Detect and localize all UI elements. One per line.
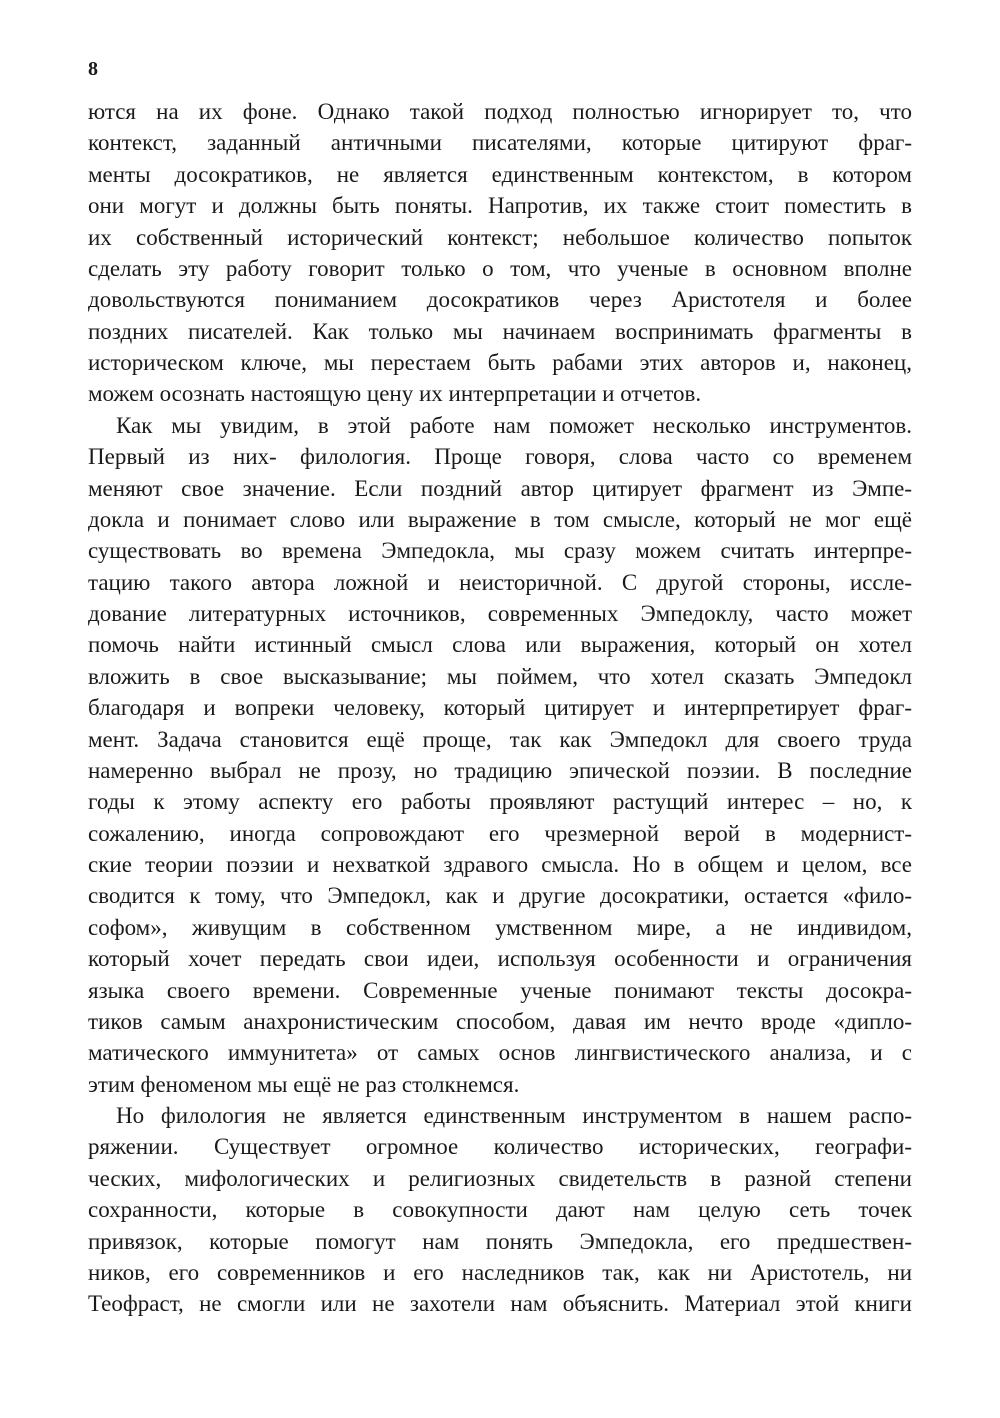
text-line: дование литературных источников, современных Эмпедоклу, часто может <box>88 601 912 626</box>
text-line: историческом ключе, мы перестаем быть рабами этих авторов и, наконец, <box>88 350 912 375</box>
text-line: намеренно выбрал не прозу, но традицию эпической поэзии. В последние <box>88 757 912 783</box>
text-line: можем осознать настоящую цену их интерпретации и отчетов. <box>88 381 702 407</box>
text-line: языка своего времени. Современные ученые понимают тексты досокра- <box>88 977 912 1003</box>
text-line: годы к этому аспекту его работы проявляют растущий интерес – но, к <box>88 789 912 815</box>
text-line: менты досократиков, не является единственным контекстом, в котором <box>88 161 912 187</box>
text-line: контекст, заданный античными писателями, которые цитируют фраг- <box>88 130 912 156</box>
text-line: сожалению, иногда сопровождают его чрезмерной верой в модернист- <box>88 820 912 846</box>
text-line: Первый из них- филология. Проще говоря, слова часто со временем <box>88 444 912 470</box>
text-line: привязок, которые помогут нам понять Эмпедокла, его предшествен- <box>88 1228 912 1254</box>
text-line: софом», живущим в собственном умственном мире, а не индивидом, <box>88 914 912 940</box>
text-line: ются на их фоне. Однако такой подход полностью игнорирует то, что <box>88 99 912 124</box>
text-line: их собственный исторический контекст; небольшое количество попыток <box>88 224 912 250</box>
text-line: Как мы увидим, в этой работе нам поможет несколько инструментов. <box>116 412 912 438</box>
text-line: ников, его современников и его наследников так, как ни Аристотель, ни <box>88 1259 912 1285</box>
text-line: сводится к тому, что Эмпедокл, как и другие досократики, остается «фило- <box>88 883 912 909</box>
page-number: 8 <box>88 58 98 80</box>
text-line: Но филология не является единственным инструментом в нашем распо- <box>116 1103 912 1128</box>
text-line: тиков самым анахронистическим способом, давая им нечто вроде «дипло- <box>88 1008 912 1034</box>
text-line: существовать во времена Эмпедокла, мы сразу можем считать интерпре- <box>88 538 912 564</box>
text-line: докла и понимает слово или выражение в том смысле, который не мог ещё <box>88 506 912 532</box>
text-line: этим феноменом мы ещё не раз столкнемся. <box>88 1071 520 1097</box>
text-line: который хочет передать свои идеи, используя особенности и ограничения <box>88 946 912 972</box>
body-text <box>88 96 912 1320</box>
text-line: сделать эту работу говорит только о том, что ученые в основном вполне <box>88 255 912 281</box>
text-line: ческих, мифологических и религиозных свидетельств в разной степени <box>88 1165 912 1191</box>
text-line: благодаря и вопреки человеку, который цитирует и интерпретирует фраг- <box>88 695 912 721</box>
text-line: они могут и должны быть поняты. Напротив, их также стоит поместить в <box>88 193 912 219</box>
text-line: сохранности, которые в совокупности дают нам целую сеть точек <box>88 1197 912 1223</box>
text-line: мент. Задача становится ещё проще, так как Эмпедокл для своего труда <box>88 726 912 752</box>
text-line: матического иммунитета» от самых основ лингвистического анализа, и с <box>88 1040 912 1066</box>
text-line: вложить в свое высказывание; мы поймем, что хотел сказать Эмпедокл <box>88 663 912 689</box>
text-line: ряжении. Существует огромное количество исторических, географи- <box>88 1134 912 1160</box>
text-line: поздних писателей. Как только мы начинаем воспринимать фрагменты в <box>88 318 912 344</box>
text-line: помочь найти истинный смысл слова или выражения, который он хотел <box>88 632 912 658</box>
text-line: тацию такого автора ложной и неисторичной. С другой стороны, иссле- <box>88 569 912 595</box>
text-line: меняют свое значение. Если поздний автор цитирует фрагмент из Эмпе- <box>88 475 912 501</box>
text-line: ские теории поэзии и нехваткой здравого смысла. Но в общем и целом, все <box>88 852 912 877</box>
text-line: Теофраст, не смогли или не захотели нам объяснить. Материал этой книги <box>88 1291 912 1317</box>
text-line: довольствуются пониманием досократиков через Аристотеля и более <box>88 287 912 313</box>
